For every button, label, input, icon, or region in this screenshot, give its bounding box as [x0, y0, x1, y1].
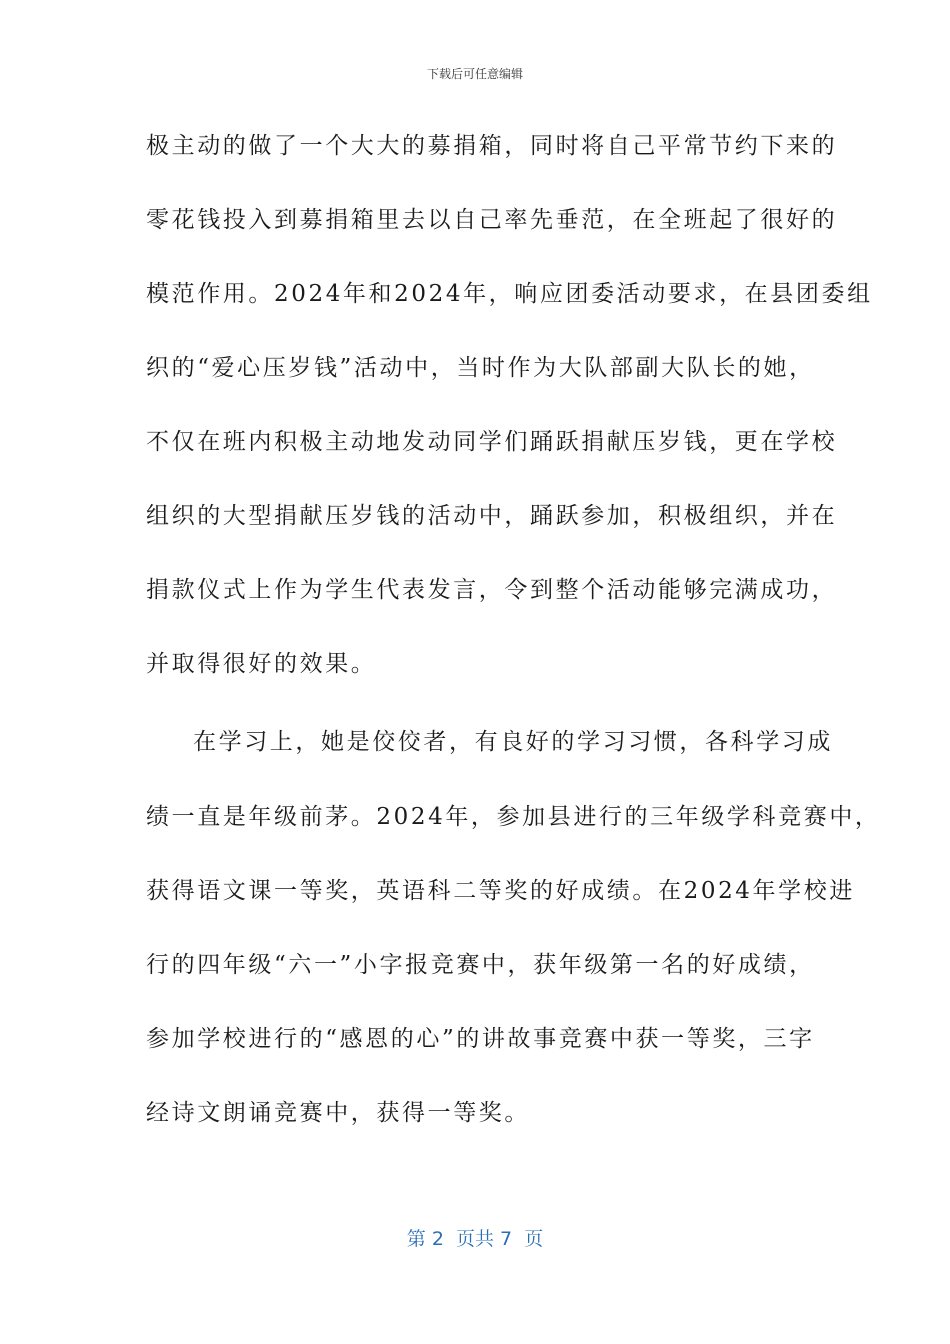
paragraph-1-line-7: 捐款仪式上作为学生代表发言，令到整个活动能够完满成功，	[146, 577, 838, 603]
paragraph-1-line-3: 模范作用。2024年和2024年，响应团委活动要求，在县团委组	[146, 281, 873, 307]
paragraph-1-line-2: 零花钱投入到募捐箱里去以自己率先垂范，在全班起了很好的	[146, 207, 838, 233]
paragraph-1-line-4: 织的“爱心压岁钱”活动中，当时作为大队部副大队长的她，	[146, 355, 815, 381]
paragraph-1-line-6: 组织的大型捐献压岁钱的活动中，踊跃参加，积极组织，并在	[146, 503, 838, 529]
paragraph-2-line-6: 经诗文朗诵竞赛中，获得一等奖。	[146, 1100, 530, 1126]
paragraph-2-line-1: 在学习上，她是佼佼者，有良好的学习习惯，各科学习成	[193, 729, 833, 755]
page-number-footer: 第 2 页共 7 页	[406, 1228, 544, 1250]
paragraph-2-line-5: 参加学校进行的“感恩的心”的讲故事竞赛中获一等奖，三字	[146, 1026, 815, 1052]
paragraph-2-line-4: 行的四年级“六一”小字报竞赛中，获年级第一名的好成绩，	[146, 952, 815, 978]
paragraph-1-line-5: 不仅在班内积极主动地发动同学们踊跃捐献压岁钱，更在学校	[146, 429, 838, 455]
paragraph-2-line-3: 获得语文课一等奖，英语科二等奖的好成绩。在2024年学校进	[146, 878, 855, 904]
paragraph-2-line-2: 绩一直是年级前茅。2024年，参加县进行的三年级学科竞赛中，	[146, 804, 881, 830]
paragraph-1-line-8: 并取得很好的效果。	[146, 651, 377, 677]
page-header: 下载后可任意编辑	[426, 67, 523, 81]
paragraph-1-line-1: 极主动的做了一个大大的募捐箱，同时将自己平常节约下来的	[146, 133, 838, 159]
